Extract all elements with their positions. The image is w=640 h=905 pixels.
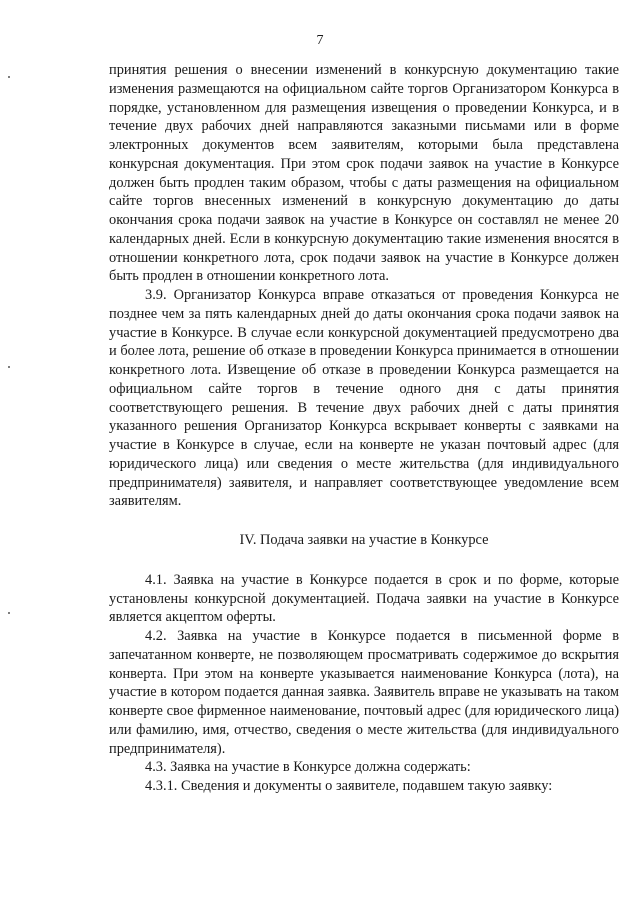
paragraph-continuation: принятия решения о внесении изменений в конкурсную документацию такие изменения размещаются на официальном сайте торгов Организатором Конкурса в порядке, установленном для размещения извещения о проведении Конкурса, и в течение двух рабочих дней направляются заказными письмами или в форме электронных документов всем заявителям, которыми была представлена конкурсная документация. При этом срок подачи заявок на участие в Конкурсе должен быть продлен таким образом, чтобы с даты размещения на официальном сайте торгов внесенных изменений в конкурсную документацию до даты окончания срока подачи заявок на участие в Конкурсе он составлял не менее 20 календарных дней. Если в конкурсную документацию такие изменения вносятся в отношении конкретного лота, срок подачи заявок на участие в Конкурсе должен быть продлен в отношении конкретного лота. (109, 62, 619, 285)
paragraph-3-9: 3.9. Организатор Конкурса вправе отказаться от проведения Конкурса не позднее чем за пять календарных дней до даты окончания срока подачи заявок на участие в Конкурсе. В случае если конкурсной документацией предусмотрено два и более лота, решение об отказе в проведении Конкурса принимается в отношении конкретного лота. Извещение об отказе в проведении Конкурса размещается на официальном сайте торгов в течение одного дня с даты принятия соответствующего решения. В течение двух рабочих дней с даты принятия указанного решения Организатор Конкурса вскрывает конверты с заявками на участие в Конкурсе в случае, если на конверте не указан почтовый адрес (для юридического лица) или сведения о месте жительства (для индивидуального предпринимателя) заявителя, и направляет соответствующее уведомление всем заявителям. (109, 287, 619, 510)
paragraph-4-3-1: 4.3.1. Сведения и документы о заявителе, подавшем такую заявку: (145, 778, 553, 794)
section-heading: IV. Подача заявки на участие в Конкурсе (239, 532, 489, 548)
page-number: 7 (316, 33, 324, 48)
margin-mark (8, 612, 10, 614)
margin-mark (8, 366, 10, 368)
document-body (109, 61, 619, 796)
margin-mark (8, 76, 10, 78)
paragraph-4-2: 4.2. Заявка на участие в Конкурсе подается в письменной форме в запечатанном конверте, не позволяющем просматривать содержимое до вскрытия конверта. При этом на конверте указывается наименование Конкурса (лота), на участие в котором подается данная заявка. Заявитель вправе не указывать на таком конверте свое фирменное наименование, почтовый адрес (для юридического лица) или фамилию, имя, отчество, сведения о месте жительства (для индивидуального предпринимателя). (109, 628, 619, 757)
paragraph-4-1: 4.1. Заявка на участие в Конкурсе подается в срок и по форме, которые установлены конкурсной документацией. Подача заявки на участие в Конкурсе является акцептом оферты. (109, 571, 619, 626)
paragraph-4-3: 4.3. Заявка на участие в Конкурсе должна содержать: (145, 759, 471, 776)
